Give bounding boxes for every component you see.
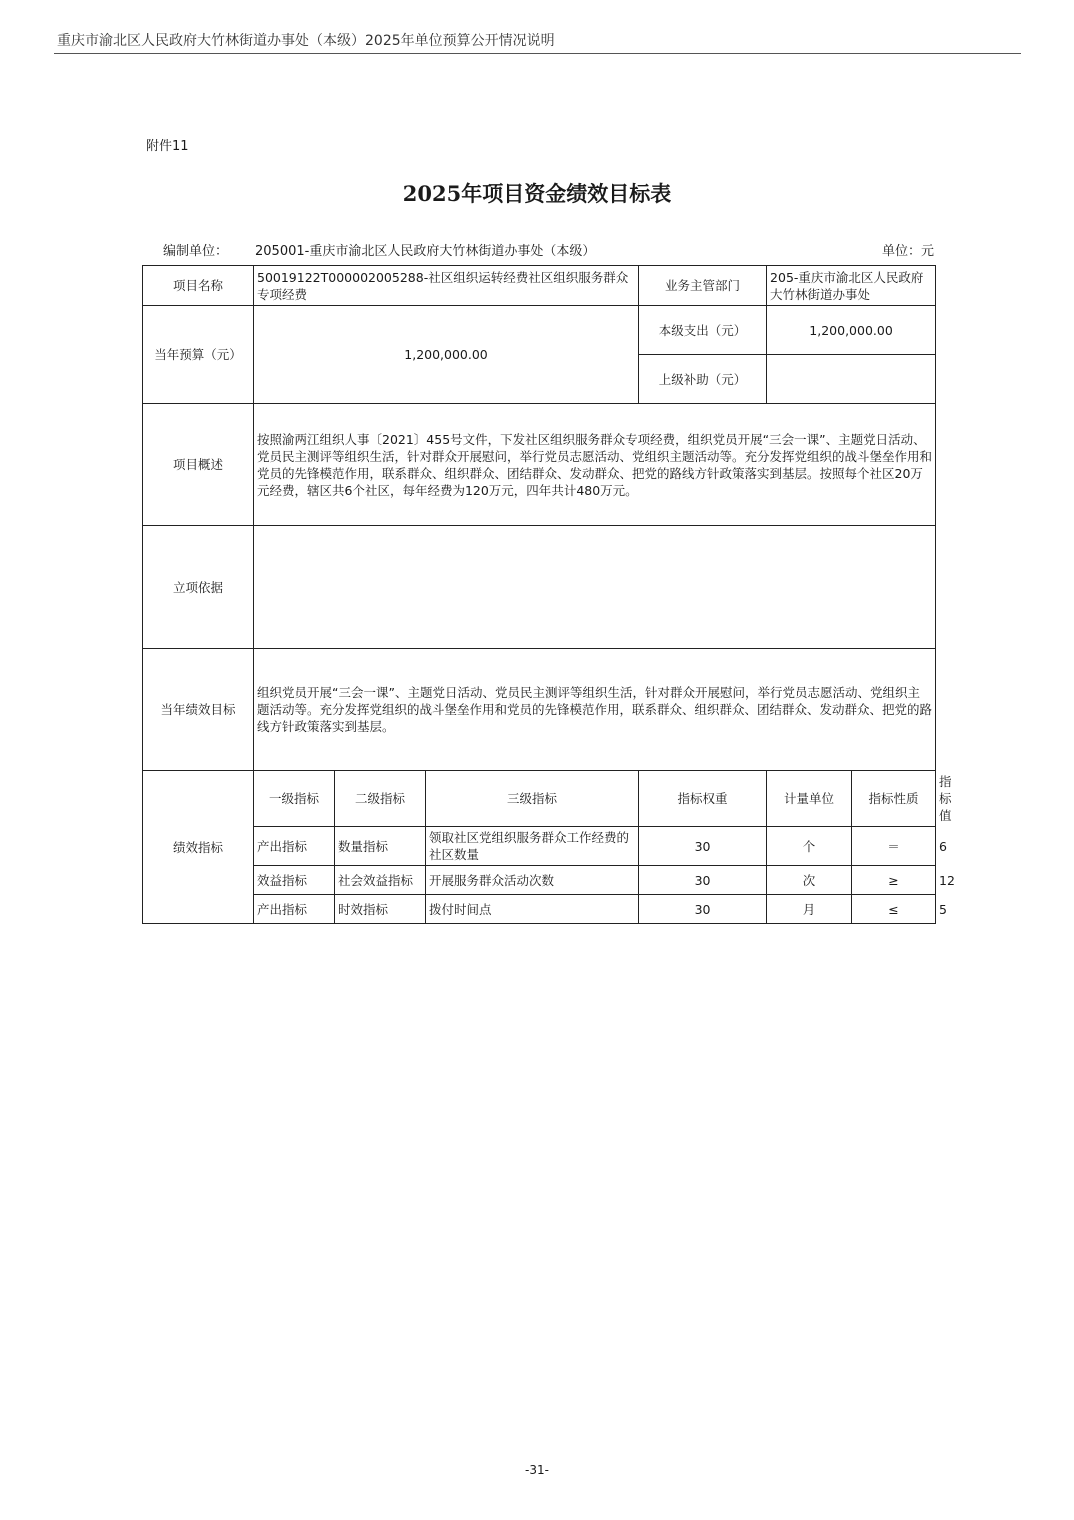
compiling-unit-value: 205001-重庆市渝北区人民政府大竹林街道办事处（本级） xyxy=(255,244,596,259)
own-expense-label: 本级支出（元） xyxy=(639,306,767,355)
overview-label: 项目概述 xyxy=(143,404,254,526)
table-cell: ＝ xyxy=(852,827,936,866)
table-cell: 领取社区党组织服务群众工作经费的社区数量 xyxy=(426,827,639,866)
indicator-header: 二级指标 xyxy=(335,771,426,827)
table-cell: 个 xyxy=(767,827,852,866)
indicator-header: 指标性质 xyxy=(852,771,936,827)
table-cell: 数量指标 xyxy=(335,827,426,866)
indicator-label: 绩效指标 xyxy=(143,771,254,924)
overview-text: 按照渝两江组织人事〔2021〕455号文件，下发社区组织服务群众专项经费，组织党员开展“三会一课”、主题党日活动、党员民主测评等组织生活，针对群众开展慰问，举行党员志愿活动、党组织主题活动等。充分发挥党组织的战斗堡垒作用和党员的先锋模范作用，联系群众、组织群众、团结群众、发动群众、把党的路线方针政策落实到基层。按照每个社区20万元经费，辖区共6个社区，每年经费为120万元，四年共计480万元。 xyxy=(254,404,936,526)
running-header: 重庆市渝北区人民政府大竹林街道办事处（本级）2025年单位预算公开情况说明 xyxy=(57,33,555,49)
table-cell: 30 xyxy=(639,866,767,895)
indicator-header: 一级指标 xyxy=(254,771,335,827)
table-cell: ≤ xyxy=(852,895,936,924)
table-row: 产出指标 数量指标 领取社区党组织服务群众工作经费的社区数量 30 个 ＝ 6 xyxy=(143,827,936,866)
page-title: 2025年项目资金绩效目标表 xyxy=(402,181,672,206)
performance-table: 项目名称 50019122T000002005288-社区组织运转经费社区组织服务群众专项经费 业务主管部门 205-重庆市渝北区人民政府大竹林街道办事处 当年预算（元） 1,200,000.00 本级支出（元） 1,200,000.00 上级补助（元） 项目概述 按照渝两江组织人事〔2021〕455号文件，下发社区组织服务群众专项经费，组织党员开展“三会一课”、主题党日活动、党员民主测评等组织生活，针对群众开展慰问，举行党员志愿活动、党组织主题活动等。充分发挥党组织的战斗堡垒作用和党员的先锋模范作用，联系群众、组织群众、团结群众、发动群众、把党的路线方针政策落实到基层。按照每个社区20万元经费，辖区共6个社区，每年经费为120万元，四年共计480万元。 立项依据 当年绩效目标 组织党员开展“三会一课”、主题党日活动、党员民主测评等组织生活，针对群众开展慰问，举行党员志愿活动、党组织主题活动等。充分发挥党组织的战斗堡垒作用和党员的先锋模范作用，联系群众、组织群众、团结群众、发动群众、把党的路线方针政策落实到基层。 绩效指标 一级指标 二级指标 三级指标 指标权重 计量单位 指标性质 指标值 产出指标 数量指标 领取社区党组织服务群众工作经费的社区数量 30 个 ＝ 6 效益指标 社会效益指标 开展服务群众活动次数 30 次 ≥ 12 产出指标 时效指标 拨付时间点 30 月 ≤ 5 xyxy=(142,265,936,924)
table-row: 效益指标 社会效益指标 开展服务群众活动次数 30 次 ≥ 12 xyxy=(143,866,936,895)
upper-subsidy-label: 上级补助（元） xyxy=(639,355,767,404)
goal-label: 当年绩效目标 xyxy=(143,649,254,771)
project-name-value: 50019122T000002005288-社区组织运转经费社区组织服务群众专项经费 xyxy=(254,266,639,306)
table-cell: 效益指标 xyxy=(254,866,335,895)
table-cell: ≥ xyxy=(852,866,936,895)
compiling-unit-label: 编制单位： xyxy=(163,244,229,259)
table-cell: 社会效益指标 xyxy=(335,866,426,895)
currency-unit: 单位：元 xyxy=(881,244,934,259)
table-cell: 开展服务群众活动次数 xyxy=(426,866,639,895)
project-name-label: 项目名称 xyxy=(143,266,254,306)
table-cell: 拨付时间点 xyxy=(426,895,639,924)
own-expense-value: 1,200,000.00 xyxy=(767,306,936,355)
goal-text: 组织党员开展“三会一课”、主题党日活动、党员民主测评等组织生活，针对群众开展慰问，举行党员志愿活动、党组织主题活动等。充分发挥党组织的战斗堡垒作用和党员的先锋模范作用，联系群众、组织群众、团结群众、发动群众、把党的路线方针政策落实到基层。 xyxy=(254,649,936,771)
dept-label: 业务主管部门 xyxy=(639,266,767,306)
indicator-header: 三级指标 xyxy=(426,771,639,827)
upper-subsidy-value xyxy=(767,355,936,404)
header-divider xyxy=(54,53,1021,54)
table-cell: 产出指标 xyxy=(254,895,335,924)
indicator-header: 计量单位 xyxy=(767,771,852,827)
budget-value: 1,200,000.00 xyxy=(254,306,639,404)
table-row: 产出指标 时效指标 拨付时间点 30 月 ≤ 5 xyxy=(143,895,936,924)
basis-label: 立项依据 xyxy=(143,526,254,649)
attachment-label: 附件11 xyxy=(146,139,189,154)
table-cell: 次 xyxy=(767,866,852,895)
page-number: -31- xyxy=(525,1463,549,1477)
dept-value: 205-重庆市渝北区人民政府大竹林街道办事处 xyxy=(767,266,936,306)
table-cell: 月 xyxy=(767,895,852,924)
table-cell: 30 xyxy=(639,827,767,866)
table-cell: 30 xyxy=(639,895,767,924)
budget-label: 当年预算（元） xyxy=(143,306,254,404)
indicator-header: 指标权重 xyxy=(639,771,767,827)
table-cell: 时效指标 xyxy=(335,895,426,924)
basis-text xyxy=(254,526,936,649)
table-cell: 产出指标 xyxy=(254,827,335,866)
